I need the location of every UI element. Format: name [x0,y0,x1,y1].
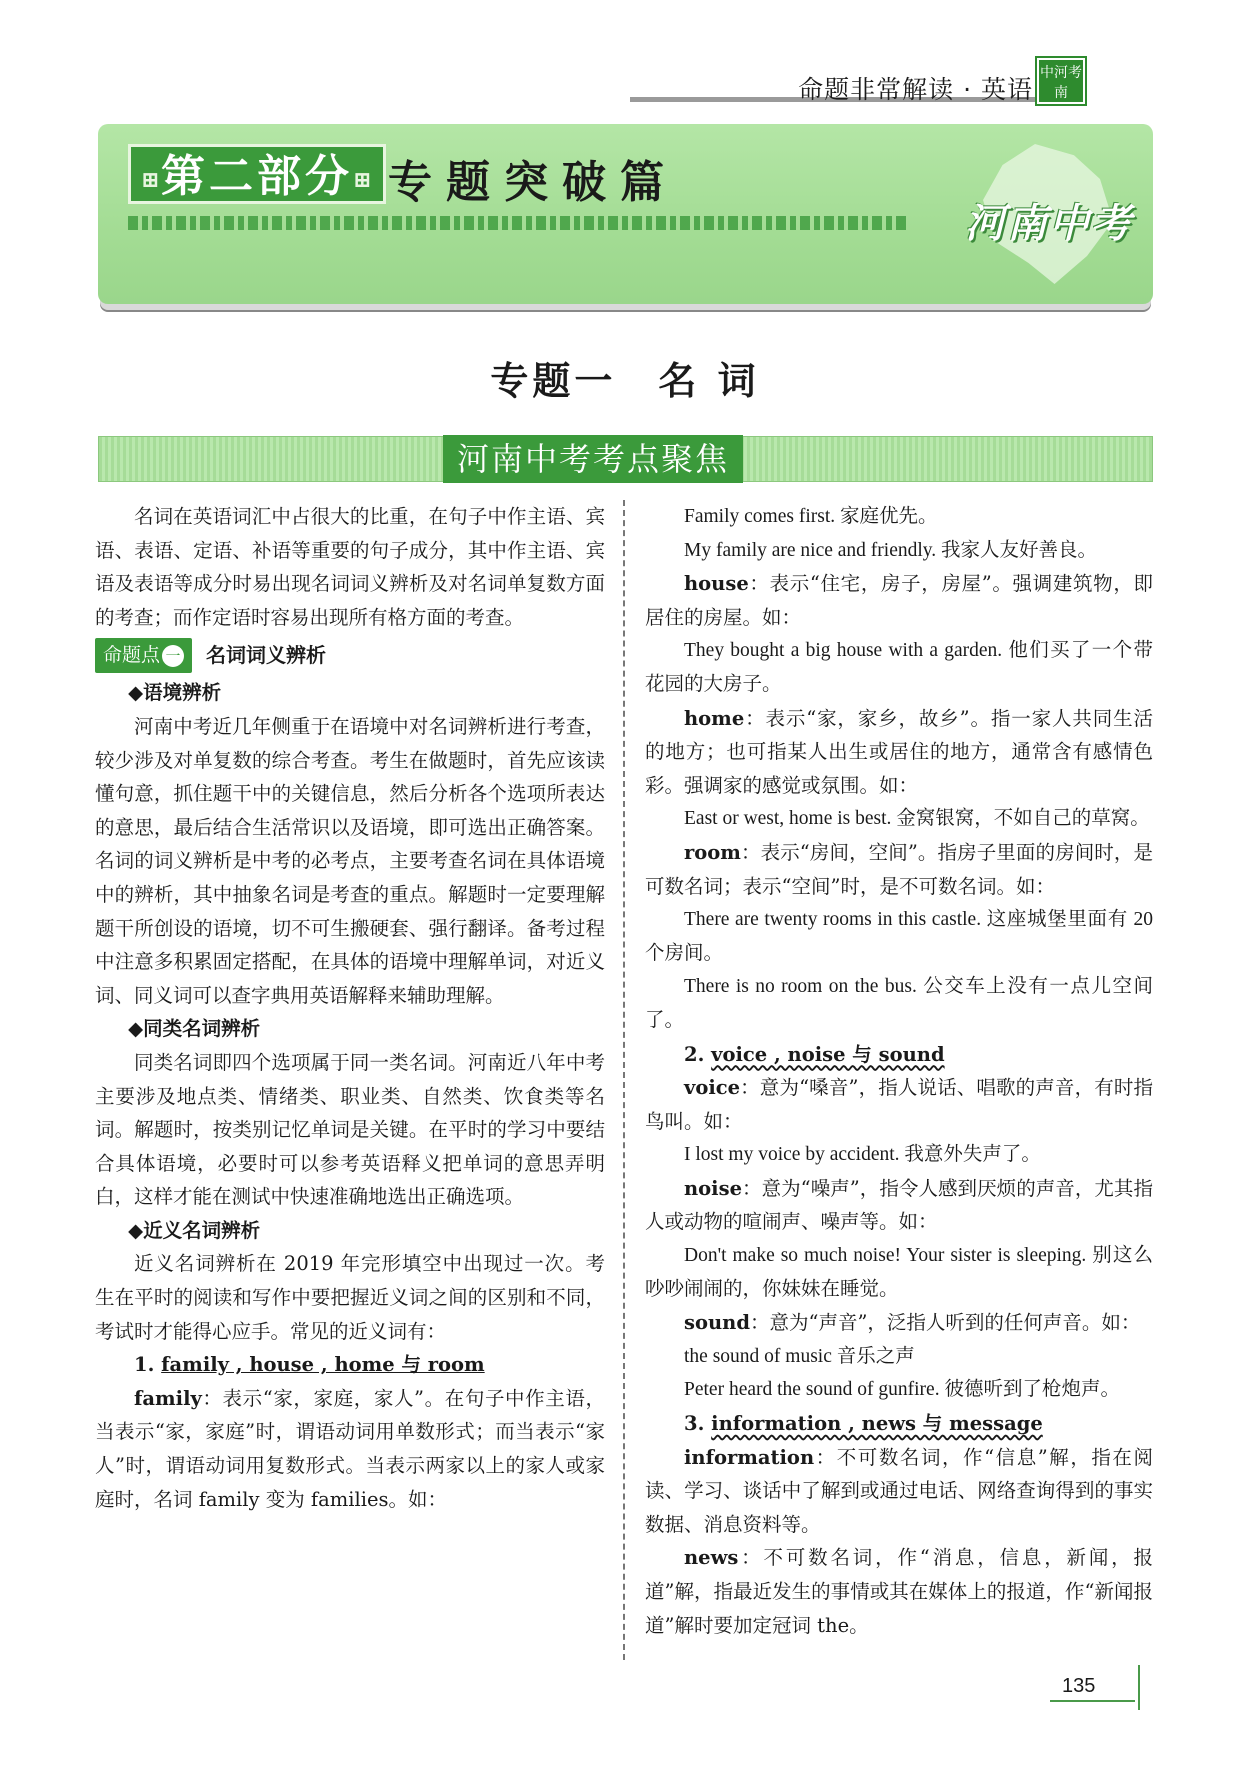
entry-word: family [134,1386,202,1410]
group-number: 3. [684,1412,705,1436]
subheading-context: ◆语境辨析 [128,681,222,705]
entry-definition: ：不可数名词，作“消息，信息，新闻，报道”解，指最近发生的事情或其在媒体上的报道，作“新闻报道”解时要加定冠词 the。 [645,1546,1153,1637]
entry-word: house [684,572,749,596]
entry-definition: ：意为“噪声”，指令人感到厌烦的声音，尤其指人或动物的喧闹声、噪声等。如： [645,1176,1153,1234]
knot-ornament-icon: ⊞ [141,166,164,193]
example-sentence: Family comes first. 家庭优先。 [684,506,938,527]
group-title: voice , noise 与 sound [711,1042,945,1066]
page-number-tick [1138,1665,1140,1710]
banner-tag: 河南中考 [965,201,1133,247]
banner-subtitle: 专题突破篇 [388,157,678,208]
entry-definition: ：表示“家，家乡，故乡”。指一家人共同生活的地方；也可指某人出生或居住的地方，通常含有感情色彩。强调家的感觉或氛围。如： [645,706,1153,797]
group-number: 1. [134,1353,155,1377]
example-sentence: the sound of music 音乐之声 [684,1345,915,1367]
entry-definition: ：意为“嗓音”，指人说话、唱歌的声音，有时指鸟叫。如： [645,1076,1153,1133]
entry-definition: ：表示“家，家庭，家人”。在句子中作主语，当表示“家，家庭”时，谓语动词用单数形式；而当表示“家人”时，谓语动词用复数形式。当表示两家以上的家人或家庭时，名词 family 变为 families。如： [95,1386,605,1511]
paragraph-context: 河南中考近几年侧重于在语境中对名词辨析进行考查，较少涉及对单复数的综合考查。考生在做题时，首先应该读懂句意，抓住题干中的关键信息，然后分析各个选项所表达的意思，最后结合生活常识以及语境，即可选出正确答案。名词的词义辨析是中考的必考点，主要考查名词在具体语境中的辨析，其中抽象名词是考查的重点。解题时一定要理解题干所创设的语境，切不可生搬硬套、强行翻译。备考过程中注意多积累固定搭配，在具体的语境中理解单词，对近义词、同义词可以查字典用英语解释来辅助理解。 [95,714,605,1007]
room-entry [645,836,1153,903]
entry-definition: ：表示“房间，空间”。指房子里面的房间时，是可数名词；表示“空间”时，是不可数名词。如： [645,840,1153,898]
banner-fret-border [128,216,908,230]
example-sentence: They bought a big house with a garden. 他们买了一个带花园的大房子。 [645,640,1153,695]
news-entry [645,1541,1153,1642]
group-heading-2 [645,1038,1153,1072]
example-sentence: There is no room on the bus. 公交车上没有一点儿空间了。 [645,976,1153,1031]
banner-part-text: 第二部分 [161,151,353,202]
point-number: 一 [162,645,184,667]
knot-ornament-icon: ⊞ [353,166,376,193]
information-entry [645,1441,1153,1542]
intro-paragraph: 名词在英语词汇中占很大的比重，在句子中作主语、宾语、表语、定语、补语等重要的句子成分，其中作主语、宾语及表语等成分时易出现名词词义辨析及对名词单复数方面的考查；而作定语时容易出现所有格方面的考查。 [95,505,605,629]
page-number-rule [1050,1700,1135,1702]
paragraph-synonym: 近义名词辨析在 2019 年完形填空中出现过一次。考生在平时的阅读和写作中要把握近义词之间的区别和不同，考试时才能得心应手。常见的近义词有： [95,1252,605,1343]
entry-word: room [684,840,741,864]
part-banner [98,124,1153,304]
paragraph-same-class: 同类名词即四个选项属于同一类名词。河南近八年中考主要涉及地点类、情绪类、职业类、自然类、饮食类等名词。解题时，按类别记忆单词是关键。在平时的学习中要结合具体语境，必要时可以参考英语释义把单词的意思弄明白，这样才能在测试中快速准确地选出正确选项。 [95,1050,605,1209]
group-title: information , news 与 message [711,1412,1043,1436]
entry-definition: ：不可数名词，作“信息”解，指在阅读、学习、谈话中了解到或通过电话、网络查询得到的事实数据、消息资料等。 [645,1445,1153,1536]
entry-word: home [684,706,745,730]
column-divider [623,500,625,1660]
group-heading-1 [95,1348,605,1382]
example-sentence: East or west, home is best. 金窝银窝，不如自己的草窝。 [684,808,1150,830]
subheading-synonym: ◆近义名词辨析 [128,1218,261,1242]
entry-definition: ：意为“声音”，泛指人听到的任何声音。如： [749,1311,1141,1335]
entry-word: information [684,1445,815,1469]
example-sentence: My family are nice and friendly. 我家人友好善良。 [684,539,1098,561]
voice-entry [645,1071,1153,1138]
header-badge: 中河考南 [1037,58,1085,104]
group-title: family , house , home 与 room [161,1353,485,1377]
house-entry [645,567,1153,634]
header-title: 命题非常解读 · 英语 [798,75,1033,104]
entry-word: voice [684,1076,741,1100]
section-band-label: 河南中考考点聚焦 [443,435,743,483]
point-badge-text: 命题点 [103,643,161,666]
point-heading [95,636,605,674]
right-column [645,500,1153,1642]
group-number: 2. [684,1042,705,1066]
family-entry [95,1382,605,1516]
entry-word: sound [684,1311,750,1335]
entry-definition: ：表示“住宅，房子，房屋”。强调建筑物，即居住的房屋。如： [645,572,1153,629]
example-sentence: Peter heard the sound of gunfire. 彼德听到了枪炮声。 [684,1379,1120,1401]
running-header [630,65,1085,104]
example-sentence: There are twenty rooms in this castle. 这座城堡里面有 20 个房间。 [645,909,1153,964]
home-entry [645,702,1153,803]
banner-part-label [128,144,386,204]
point-badge [95,638,192,674]
point-title: 名词词义辨析 [206,642,327,667]
left-column [95,500,605,1516]
noise-entry [645,1172,1153,1239]
example-sentence: I lost my voice by accident. 我意外失声了。 [684,1144,1041,1166]
group-heading-3 [645,1407,1153,1441]
subheading-same-class: ◆同类名词辨析 [128,1017,261,1041]
example-sentence: Don't make so much noise! Your sister is sleeping. 别这么吵吵闹闹的，你妹妹在睡觉。 [645,1245,1153,1300]
section-band [98,436,1153,482]
entry-word: noise [684,1176,742,1200]
topic-title: 专题一 名 词 [490,358,760,403]
entry-word: news [684,1546,739,1570]
page-number: 135 [1062,1675,1096,1697]
sound-entry [645,1306,1153,1340]
